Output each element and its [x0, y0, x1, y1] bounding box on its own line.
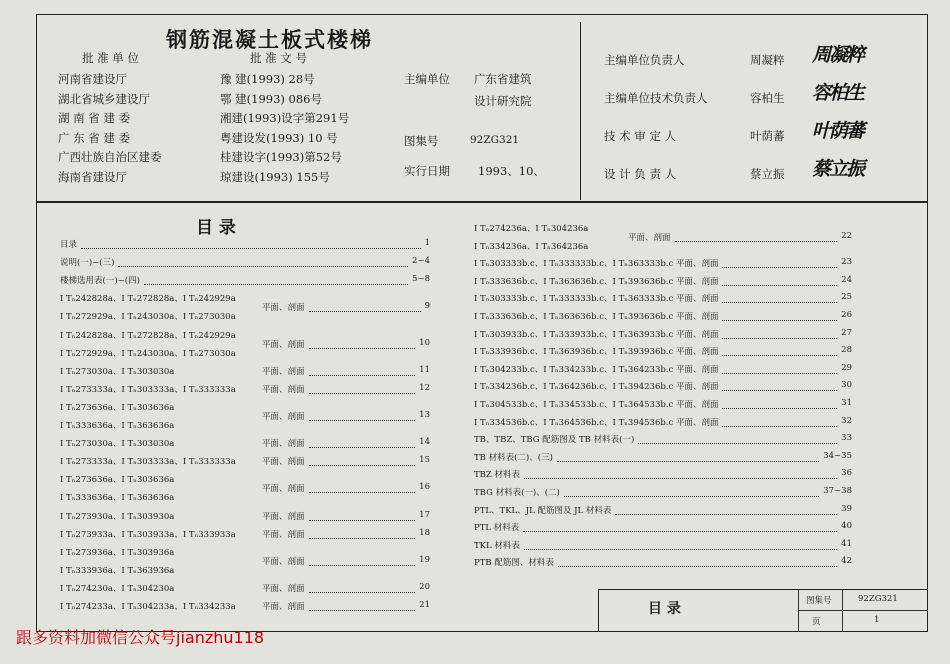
toc-dot-leader — [722, 302, 837, 303]
toc-dot-leader — [309, 447, 415, 448]
signature-image: 容柏生 — [812, 82, 864, 104]
toc-dot-leader — [309, 520, 415, 521]
responsible-role: 主编单位负责人 — [604, 53, 685, 67]
toc-entry-text: 楼梯选用表(一)~(四) — [60, 276, 140, 287]
toc-entry-note: 平面、剖面 — [262, 583, 305, 594]
toc-entry-text: PTB 配筋图、材料表 — [474, 558, 554, 569]
approval-doc: 桂建设字(1993)第52号 — [220, 150, 342, 164]
approval-doc: 琼建设(1993) 155号 — [220, 169, 330, 184]
signature-image: 周凝粹 — [812, 44, 864, 66]
toc-entry-page: 30 — [841, 380, 852, 391]
toc-entry-note: 平面、剖面 — [262, 439, 305, 450]
toc-entry-page: 16 — [419, 482, 430, 493]
toc-entry-note: 平面、剖面 — [262, 457, 305, 468]
toc-dot-leader — [638, 443, 837, 444]
toc-entry-text: I Tₙ273936a、I Tₙ303936a — [60, 547, 175, 558]
toc-entry-text: I Tₙ273933a、I Tₙ303933a、I Tₙ333933a — [60, 529, 236, 540]
date-label: 实行日期 — [404, 164, 450, 178]
toc-entry-page: 39 — [841, 503, 852, 514]
toc-entry-page: 37~38 — [823, 486, 852, 496]
approval-unit: 海南省建设厅 — [58, 169, 127, 184]
toc-dot-leader — [722, 426, 837, 427]
toc-entry-text: I Tₙ334536b.c、I Tₙ364536b.c、I Tₙ394536b.c 平面、剖面 — [474, 417, 719, 428]
titleblock-atlas-label: 图集号 — [806, 596, 832, 606]
toc-entry-note: 平面、剖面 — [262, 384, 305, 395]
toc-entry-page: 17 — [419, 509, 430, 520]
approval-unit: 河南省建设厅 — [58, 72, 127, 86]
toc-entry-note: 平面、剖面 — [262, 411, 305, 422]
toc-entry-note: 平面、剖面 — [262, 484, 305, 495]
responsible-role: 主编单位技术负责人 — [604, 91, 708, 105]
toc-dot-leader — [309, 492, 415, 493]
toc-entry-page: 36 — [841, 468, 852, 479]
toc-entry-text-2: I Tₙ272929a、I Tₙ243030a、I Tₙ273030a — [60, 312, 236, 323]
responsible-name: 叶荫蕃 — [750, 129, 785, 143]
toc-entry-page: 29 — [841, 362, 852, 373]
toc-dot-leader — [309, 311, 421, 312]
toc-dot-leader — [722, 373, 837, 374]
toc-dot-leader — [309, 465, 415, 466]
toc-entry-note: 平面、剖面 — [262, 339, 305, 350]
titleblock-atlas-value: 92ZG321 — [858, 594, 898, 604]
toc-entry-page: 25 — [841, 292, 852, 303]
toc-title: 目 录 — [196, 218, 236, 238]
toc-dot-leader — [118, 266, 408, 267]
toc-entry-page: 34~35 — [823, 450, 852, 461]
titleblock-name: 目 录 — [648, 601, 681, 617]
toc-dot-leader — [675, 241, 837, 242]
toc-entry-text-2: I Tₙ333636a、I Tₙ363636a — [60, 421, 175, 431]
toc-dot-leader — [309, 592, 415, 593]
atlas-label: 图集号 — [404, 134, 439, 148]
toc-entry-page: 32 — [841, 415, 852, 426]
toc-entry-note: 平面、剖面 — [628, 232, 671, 243]
toc-dot-leader — [523, 531, 837, 532]
toc-dot-leader — [309, 565, 415, 566]
toc-entry-page: 5~8 — [412, 274, 430, 285]
toc-entry-text: TKL 材料表 — [474, 540, 520, 551]
approval-doc-header: 批 准 文 号 — [250, 51, 307, 65]
toc-entry-page: 14 — [419, 437, 430, 448]
toc-dot-leader — [309, 420, 415, 421]
toc-dot-leader — [309, 610, 415, 611]
responsible-name: 容柏生 — [750, 91, 785, 105]
toc-entry-page: 12 — [419, 382, 430, 393]
toc-entry-text: PTL 材料表 — [474, 523, 520, 534]
toc-entry-note: 平面、剖面 — [262, 303, 305, 314]
toc-entry-text: I Tₙ274233a、I Tₙ304233a、I Tₙ334233a — [60, 602, 236, 612]
toc-entry-text: I Tₙ303333b.c、I Tₙ333333b.c、I Tₙ363333b.c 平面、剖面 — [474, 294, 719, 305]
toc-entry-text: I Tₙ273030a、I Tₙ303030a — [60, 439, 175, 450]
toc-entry-text: I Tₙ273333a、I Tₙ303333a、I Tₙ333333a — [60, 457, 236, 468]
toc-entry-text: I Tₙ273030a、I Tₙ303030a — [60, 366, 175, 377]
toc-entry-page: 41 — [841, 538, 852, 549]
toc-dot-leader — [524, 549, 837, 550]
toc-dot-leader — [722, 338, 837, 339]
toc-entry-page: 13 — [419, 409, 430, 420]
toc-dot-leader — [309, 375, 415, 376]
toc-entry-page: 23 — [841, 257, 852, 268]
header-divider — [580, 22, 581, 200]
approval-doc: 豫 建(1993) 28号 — [220, 72, 315, 86]
approval-unit-header: 批 准 单 位 — [82, 51, 139, 65]
toc-dot-leader — [722, 390, 837, 391]
approval-unit: 广 东 省 建 委 — [58, 130, 131, 145]
toc-entry-text: I Tₙ304233b.c、I Tₙ334233b.c、I Tₙ364233b.c 平面、剖面 — [474, 364, 719, 375]
toc-entry-text: I Tₙ333636b.c、I Tₙ363636b.c、I Tₙ393636b.c 平面、剖面 — [474, 312, 719, 322]
titleblock-page-label: 页 — [812, 617, 821, 627]
toc-entry-page: 42 — [841, 556, 852, 567]
toc-entry-text: I Tₙ242828a、I Tₙ272828a、I Tₙ242929a — [60, 330, 236, 341]
toc-entry-text-2: I Tₙ272929a、I Tₙ243030a、I Tₙ273030a — [60, 348, 236, 359]
toc-entry-page: 24 — [841, 274, 852, 285]
toc-entry-text: I Tₙ303933b.c、I Tₙ333933b.c、I Tₙ363933b.c 平面、剖面 — [474, 329, 719, 340]
approval-unit: 湖北省城乡建设厅 — [58, 91, 150, 106]
toc-dot-leader — [309, 348, 415, 349]
toc-entry-page: 10 — [419, 337, 430, 348]
toc-entry-text-2: I Tₙ333936a、I Tₙ363936a — [60, 565, 175, 576]
toc-entry-note: 平面、剖面 — [262, 556, 305, 567]
toc-entry-text: I Tₙ334236b.c、I Tₙ364236b.c、I Tₙ394236b.c 平面、剖面 — [474, 382, 719, 393]
toc-entry-page: 1 — [424, 238, 430, 248]
watermark-text: 跟多资料加微信公众号jianzhu118 — [16, 628, 265, 647]
toc-dot-leader — [309, 538, 415, 539]
toc-entry-text: I Tₙ304533b.c、I Tₙ334533b.c、I Tₙ364533b.c 平面、剖面 — [474, 400, 719, 410]
toc-dot-leader — [81, 248, 421, 249]
toc-entry-text: I Tₙ273333a、I Tₙ303333a、I Tₙ333333a — [60, 384, 236, 395]
toc-dot-leader — [309, 393, 415, 394]
toc-entry-text: I Tₙ333936b.c、I Tₙ363936b.c、I Tₙ393936b.c 平面、剖面 — [474, 347, 719, 358]
toc-entry-page: 21 — [419, 600, 430, 610]
toc-dot-leader — [144, 284, 408, 285]
toc-entry-text: I Tₙ303333b.c、I Tₙ333333b.c、I Tₙ363333b.c 平面、剖面 — [474, 259, 719, 270]
responsible-role: 技 术 审 定 人 — [604, 129, 677, 143]
toc-entry-text: I Tₙ274230a、I Tₙ304230a — [60, 583, 175, 594]
toc-entry-page: 11 — [419, 364, 430, 375]
toc-entry-text: I Tₙ273636a、I Tₙ303636a — [60, 475, 175, 486]
toc-entry-text: I Tₙ242828a、I Tₙ272828a、I Tₙ242929a — [60, 294, 236, 305]
toc-entry-text: I Tₙ273636a、I Tₙ303636a — [60, 402, 175, 413]
toc-dot-leader — [722, 320, 837, 321]
toc-dot-leader — [615, 514, 837, 515]
toc-entry-text: I Tₙ274236a、I Tₙ304236a — [474, 224, 589, 234]
responsible-name: 周凝粹 — [750, 53, 785, 67]
toc-entry-text: 说明(一)~(三) — [60, 258, 115, 269]
toc-dot-leader — [722, 285, 837, 286]
editor-value-2: 设计研究院 — [474, 94, 532, 108]
toc-entry-text: TB、TBZ、TBG 配筋图及 TB 材料表(一) — [474, 435, 635, 446]
toc-entry-text: TB 材料表(二)、(三) — [474, 452, 553, 463]
toc-entry-page: 9 — [424, 301, 430, 312]
toc-entry-page: 22 — [841, 230, 852, 241]
toc-entry-text-2: I Tₙ333636a、I Tₙ363636a — [60, 493, 175, 504]
approval-unit: 广西壮族自治区建委 — [58, 150, 162, 164]
toc-dot-leader — [557, 461, 819, 462]
toc-entry-page: 15 — [419, 455, 430, 466]
toc-dot-leader — [558, 566, 837, 567]
toc-dot-leader — [722, 267, 837, 268]
approval-doc: 湘建(1993)设字第291号 — [220, 111, 350, 125]
toc-entry-page: 31 — [841, 398, 852, 408]
toc-entry-page: 28 — [841, 345, 852, 356]
titleblock-page-value: 1 — [874, 615, 880, 625]
signature-image: 蔡立振 — [812, 158, 864, 180]
toc-entry-text: 目录 — [60, 240, 78, 250]
toc-entry-page: 33 — [841, 433, 852, 444]
approval-doc: 粤建设发(1993) 10 号 — [220, 130, 338, 145]
toc-entry-text: TBZ 材料表 — [474, 470, 521, 481]
toc-entry-text: PTL、TKL、JL 配筋图及 JL 材料表 — [474, 505, 612, 516]
responsible-name: 蔡立振 — [750, 167, 785, 181]
approval-doc: 鄂 建(1993) 086号 — [220, 91, 323, 106]
toc-dot-leader — [722, 355, 837, 356]
toc-entry-page: 27 — [841, 327, 852, 338]
toc-entry-text: I Tₙ273930a、I Tₙ303930a — [60, 511, 175, 522]
toc-entry-page: 18 — [419, 527, 430, 538]
toc-entry-page: 40 — [841, 521, 852, 532]
editor-value-1: 广东省建筑 — [474, 72, 532, 86]
toc-entry-page: 2~4 — [412, 256, 430, 267]
toc-dot-leader — [524, 478, 837, 479]
toc-entry-text: TBG 材料表(一)、(二) — [474, 488, 560, 498]
atlas-value: 92ZG321 — [470, 134, 520, 146]
toc-entry-note: 平面、剖面 — [262, 529, 305, 540]
toc-entry-page: 19 — [419, 554, 430, 565]
editor-label: 主编单位 — [404, 72, 450, 86]
date-value: 1993、10、 — [478, 164, 545, 178]
toc-entry-note: 平面、剖面 — [262, 511, 305, 522]
toc-dot-leader — [722, 408, 837, 409]
toc-entry-text: I Tₙ333636b.c、I Tₙ363636b.c、I Tₙ393636b.c 平面、剖面 — [474, 276, 719, 287]
toc-entry-note: 平面、剖面 — [262, 602, 305, 612]
toc-entry-page: 20 — [419, 581, 430, 592]
responsible-role: 设 计 负 责 人 — [604, 167, 677, 181]
approval-unit: 湖 南 省 建 委 — [58, 111, 131, 125]
toc-entry-note: 平面、剖面 — [262, 366, 305, 377]
signature-image: 叶荫蕃 — [812, 120, 864, 142]
toc-entry-text-2: I Tₙ334236a、I Tₙ364236a — [474, 241, 589, 252]
page-title: 钢筋混凝土板式楼梯 — [166, 27, 373, 52]
toc-entry-page: 26 — [841, 310, 852, 320]
toc-dot-leader — [564, 496, 819, 497]
